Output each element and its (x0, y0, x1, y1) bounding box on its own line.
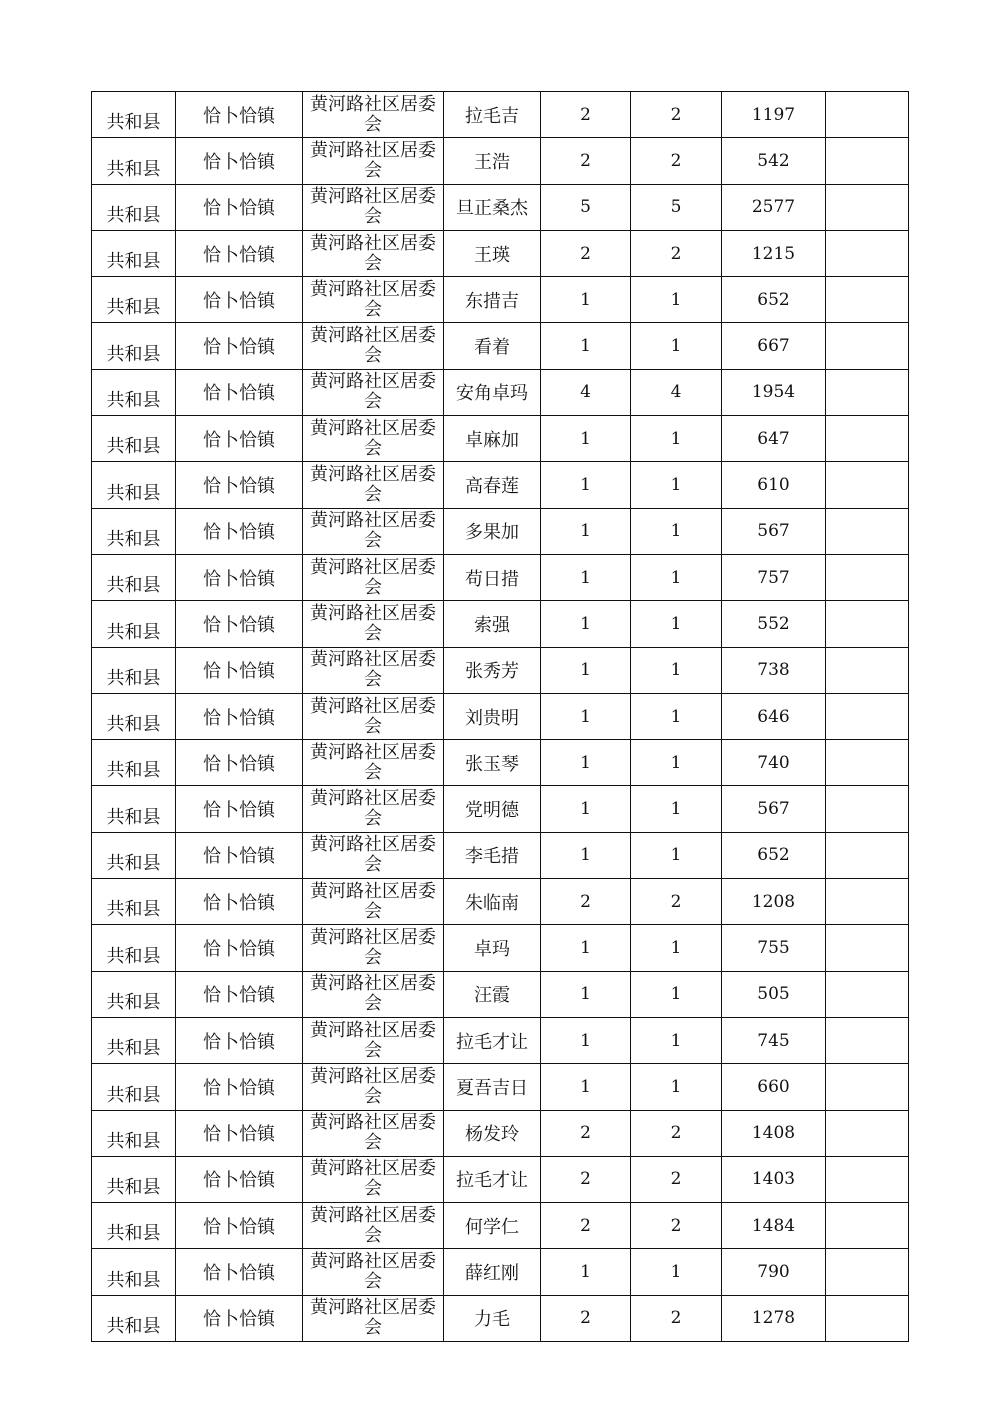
table-row (92, 925, 909, 971)
household-count-cell: 1 (541, 1064, 631, 1110)
amount-cell: 2577 (722, 184, 826, 230)
amount-cell: 542 (722, 138, 826, 184)
town-cell: 恰卜恰镇 (176, 1017, 303, 1063)
table-row (92, 508, 909, 554)
town-cell: 恰卜恰镇 (176, 138, 303, 184)
name-cell: 拉毛才让 (444, 1156, 541, 1202)
household-count-cell: 1 (541, 832, 631, 878)
table-row (92, 740, 909, 786)
amount-cell: 1215 (722, 230, 826, 276)
amount-cell: 1197 (722, 92, 826, 138)
table-row (92, 138, 909, 184)
village-cell: 黄河路社区居委会 (303, 184, 444, 230)
county-cell: 共和县 (92, 369, 176, 415)
village-cell: 黄河路社区居委会 (303, 832, 444, 878)
village-cell: 黄河路社区居委会 (303, 554, 444, 600)
amount-cell: 745 (722, 1017, 826, 1063)
name-cell: 高春莲 (444, 462, 541, 508)
household-count-cell: 1 (541, 1249, 631, 1295)
name-cell: 夏吾吉日 (444, 1064, 541, 1110)
person-count-cell: 4 (631, 369, 722, 415)
amount-cell: 505 (722, 971, 826, 1017)
person-count-cell: 1 (631, 508, 722, 554)
table-row (92, 601, 909, 647)
county-cell: 共和县 (92, 647, 176, 693)
town-cell: 恰卜恰镇 (176, 693, 303, 739)
town-cell: 恰卜恰镇 (176, 971, 303, 1017)
amount-cell: 567 (722, 508, 826, 554)
county-cell: 共和县 (92, 184, 176, 230)
household-count-cell: 1 (541, 601, 631, 647)
person-count-cell: 1 (631, 1249, 722, 1295)
table-row (92, 277, 909, 323)
name-cell: 看着 (444, 323, 541, 369)
person-count-cell: 1 (631, 786, 722, 832)
county-cell: 共和县 (92, 1295, 176, 1341)
name-cell: 多果加 (444, 508, 541, 554)
household-count-cell: 1 (541, 554, 631, 600)
note-cell (826, 508, 909, 554)
name-cell: 刘贵明 (444, 693, 541, 739)
household-count-cell: 1 (541, 462, 631, 508)
name-cell: 王浩 (444, 138, 541, 184)
person-count-cell: 1 (631, 554, 722, 600)
household-count-cell: 2 (541, 1156, 631, 1202)
household-count-cell: 1 (541, 647, 631, 693)
household-count-cell: 2 (541, 230, 631, 276)
county-cell: 共和县 (92, 277, 176, 323)
town-cell: 恰卜恰镇 (176, 416, 303, 462)
village-cell: 黄河路社区居委会 (303, 462, 444, 508)
county-cell: 共和县 (92, 1110, 176, 1156)
person-count-cell: 1 (631, 971, 722, 1017)
town-cell: 恰卜恰镇 (176, 601, 303, 647)
village-cell: 黄河路社区居委会 (303, 693, 444, 739)
note-cell (826, 740, 909, 786)
note-cell (826, 277, 909, 323)
amount-cell: 738 (722, 647, 826, 693)
town-cell: 恰卜恰镇 (176, 462, 303, 508)
town-cell: 恰卜恰镇 (176, 277, 303, 323)
table-row (92, 1017, 909, 1063)
county-cell: 共和县 (92, 1017, 176, 1063)
person-count-cell: 1 (631, 416, 722, 462)
name-cell: 拉毛才让 (444, 1017, 541, 1063)
amount-cell: 652 (722, 832, 826, 878)
village-cell: 黄河路社区居委会 (303, 971, 444, 1017)
village-cell: 黄河路社区居委会 (303, 1064, 444, 1110)
note-cell (826, 1295, 909, 1341)
village-cell: 黄河路社区居委会 (303, 1295, 444, 1341)
household-count-cell: 1 (541, 740, 631, 786)
name-cell: 薛红刚 (444, 1249, 541, 1295)
amount-cell: 646 (722, 693, 826, 739)
name-cell: 党明德 (444, 786, 541, 832)
name-cell: 李毛措 (444, 832, 541, 878)
amount-cell: 667 (722, 323, 826, 369)
village-cell: 黄河路社区居委会 (303, 508, 444, 554)
relief-table (91, 91, 909, 1342)
household-count-cell: 2 (541, 138, 631, 184)
village-cell: 黄河路社区居委会 (303, 879, 444, 925)
household-count-cell: 1 (541, 1017, 631, 1063)
note-cell (826, 971, 909, 1017)
note-cell (826, 832, 909, 878)
village-cell: 黄河路社区居委会 (303, 138, 444, 184)
note-cell (826, 1203, 909, 1249)
table-row (92, 92, 909, 138)
household-count-cell: 1 (541, 323, 631, 369)
name-cell: 张玉琴 (444, 740, 541, 786)
table-row (92, 786, 909, 832)
amount-cell: 1954 (722, 369, 826, 415)
person-count-cell: 1 (631, 740, 722, 786)
person-count-cell: 1 (631, 925, 722, 971)
county-cell: 共和县 (92, 323, 176, 369)
person-count-cell: 1 (631, 277, 722, 323)
note-cell (826, 601, 909, 647)
table-row (92, 1203, 909, 1249)
village-cell: 黄河路社区居委会 (303, 601, 444, 647)
note-cell (826, 647, 909, 693)
county-cell: 共和县 (92, 92, 176, 138)
note-cell (826, 879, 909, 925)
table-row (92, 1110, 909, 1156)
note-cell (826, 323, 909, 369)
note-cell (826, 1110, 909, 1156)
household-count-cell: 2 (541, 92, 631, 138)
name-cell: 王瑛 (444, 230, 541, 276)
county-cell: 共和县 (92, 462, 176, 508)
village-cell: 黄河路社区居委会 (303, 92, 444, 138)
amount-cell: 1403 (722, 1156, 826, 1202)
amount-cell: 1484 (722, 1203, 826, 1249)
village-cell: 黄河路社区居委会 (303, 740, 444, 786)
household-count-cell: 1 (541, 508, 631, 554)
household-count-cell: 1 (541, 925, 631, 971)
county-cell: 共和县 (92, 925, 176, 971)
amount-cell: 755 (722, 925, 826, 971)
county-cell: 共和县 (92, 601, 176, 647)
table-row (92, 184, 909, 230)
person-count-cell: 2 (631, 138, 722, 184)
village-cell: 黄河路社区居委会 (303, 1110, 444, 1156)
village-cell: 黄河路社区居委会 (303, 786, 444, 832)
person-count-cell: 2 (631, 230, 722, 276)
person-count-cell: 5 (631, 184, 722, 230)
name-cell: 苟日措 (444, 554, 541, 600)
table-row (92, 416, 909, 462)
amount-cell: 552 (722, 601, 826, 647)
town-cell: 恰卜恰镇 (176, 1110, 303, 1156)
county-cell: 共和县 (92, 832, 176, 878)
person-count-cell: 1 (631, 693, 722, 739)
note-cell (826, 369, 909, 415)
village-cell: 黄河路社区居委会 (303, 369, 444, 415)
town-cell: 恰卜恰镇 (176, 230, 303, 276)
household-count-cell: 2 (541, 1295, 631, 1341)
town-cell: 恰卜恰镇 (176, 184, 303, 230)
table-row (92, 693, 909, 739)
table-row (92, 1064, 909, 1110)
town-cell: 恰卜恰镇 (176, 740, 303, 786)
household-count-cell: 2 (541, 1110, 631, 1156)
table-row (92, 971, 909, 1017)
table-row (92, 462, 909, 508)
town-cell: 恰卜恰镇 (176, 1064, 303, 1110)
note-cell (826, 1017, 909, 1063)
person-count-cell: 2 (631, 879, 722, 925)
amount-cell: 647 (722, 416, 826, 462)
table-row (92, 554, 909, 600)
person-count-cell: 1 (631, 1017, 722, 1063)
note-cell (826, 138, 909, 184)
county-cell: 共和县 (92, 740, 176, 786)
household-count-cell: 2 (541, 1203, 631, 1249)
name-cell: 杨发玲 (444, 1110, 541, 1156)
town-cell: 恰卜恰镇 (176, 1156, 303, 1202)
person-count-cell: 2 (631, 1156, 722, 1202)
note-cell (826, 1064, 909, 1110)
table-body (92, 92, 909, 1342)
note-cell (826, 462, 909, 508)
town-cell: 恰卜恰镇 (176, 554, 303, 600)
amount-cell: 740 (722, 740, 826, 786)
town-cell: 恰卜恰镇 (176, 1249, 303, 1295)
town-cell: 恰卜恰镇 (176, 925, 303, 971)
name-cell: 何学仁 (444, 1203, 541, 1249)
person-count-cell: 2 (631, 1295, 722, 1341)
village-cell: 黄河路社区居委会 (303, 647, 444, 693)
county-cell: 共和县 (92, 508, 176, 554)
table-row (92, 1156, 909, 1202)
name-cell: 旦正桑杰 (444, 184, 541, 230)
note-cell (826, 416, 909, 462)
county-cell: 共和县 (92, 693, 176, 739)
note-cell (826, 1249, 909, 1295)
table-row (92, 230, 909, 276)
county-cell: 共和县 (92, 1203, 176, 1249)
person-count-cell: 1 (631, 647, 722, 693)
household-count-cell: 1 (541, 277, 631, 323)
village-cell: 黄河路社区居委会 (303, 1249, 444, 1295)
household-count-cell: 1 (541, 416, 631, 462)
county-cell: 共和县 (92, 230, 176, 276)
amount-cell: 567 (722, 786, 826, 832)
household-count-cell: 4 (541, 369, 631, 415)
town-cell: 恰卜恰镇 (176, 92, 303, 138)
village-cell: 黄河路社区居委会 (303, 925, 444, 971)
household-count-cell: 2 (541, 879, 631, 925)
name-cell: 卓玛 (444, 925, 541, 971)
note-cell (826, 786, 909, 832)
town-cell: 恰卜恰镇 (176, 879, 303, 925)
person-count-cell: 1 (631, 323, 722, 369)
amount-cell: 1208 (722, 879, 826, 925)
town-cell: 恰卜恰镇 (176, 508, 303, 554)
name-cell: 力毛 (444, 1295, 541, 1341)
town-cell: 恰卜恰镇 (176, 786, 303, 832)
village-cell: 黄河路社区居委会 (303, 416, 444, 462)
county-cell: 共和县 (92, 879, 176, 925)
note-cell (826, 1156, 909, 1202)
person-count-cell: 2 (631, 1203, 722, 1249)
county-cell: 共和县 (92, 1249, 176, 1295)
table-row (92, 323, 909, 369)
household-count-cell: 1 (541, 786, 631, 832)
person-count-cell: 1 (631, 462, 722, 508)
person-count-cell: 1 (631, 832, 722, 878)
table-row (92, 647, 909, 693)
town-cell: 恰卜恰镇 (176, 647, 303, 693)
household-count-cell: 1 (541, 971, 631, 1017)
name-cell: 拉毛吉 (444, 92, 541, 138)
village-cell: 黄河路社区居委会 (303, 323, 444, 369)
name-cell: 卓麻加 (444, 416, 541, 462)
county-cell: 共和县 (92, 1156, 176, 1202)
village-cell: 黄河路社区居委会 (303, 230, 444, 276)
county-cell: 共和县 (92, 1064, 176, 1110)
amount-cell: 610 (722, 462, 826, 508)
household-count-cell: 5 (541, 184, 631, 230)
note-cell (826, 925, 909, 971)
town-cell: 恰卜恰镇 (176, 369, 303, 415)
name-cell: 索强 (444, 601, 541, 647)
note-cell (826, 92, 909, 138)
amount-cell: 660 (722, 1064, 826, 1110)
table-row (92, 1295, 909, 1341)
village-cell: 黄河路社区居委会 (303, 277, 444, 323)
note-cell (826, 184, 909, 230)
person-count-cell: 1 (631, 601, 722, 647)
note-cell (826, 554, 909, 600)
table-row (92, 369, 909, 415)
name-cell: 张秀芳 (444, 647, 541, 693)
note-cell (826, 230, 909, 276)
note-cell (826, 693, 909, 739)
name-cell: 朱临南 (444, 879, 541, 925)
county-cell: 共和县 (92, 554, 176, 600)
county-cell: 共和县 (92, 971, 176, 1017)
amount-cell: 1408 (722, 1110, 826, 1156)
county-cell: 共和县 (92, 786, 176, 832)
person-count-cell: 1 (631, 1064, 722, 1110)
amount-cell: 757 (722, 554, 826, 600)
town-cell: 恰卜恰镇 (176, 1203, 303, 1249)
table-row (92, 879, 909, 925)
amount-cell: 652 (722, 277, 826, 323)
household-count-cell: 1 (541, 693, 631, 739)
village-cell: 黄河路社区居委会 (303, 1156, 444, 1202)
town-cell: 恰卜恰镇 (176, 832, 303, 878)
name-cell: 东措吉 (444, 277, 541, 323)
amount-cell: 1278 (722, 1295, 826, 1341)
county-cell: 共和县 (92, 138, 176, 184)
person-count-cell: 2 (631, 1110, 722, 1156)
county-cell: 共和县 (92, 416, 176, 462)
table-row (92, 832, 909, 878)
town-cell: 恰卜恰镇 (176, 1295, 303, 1341)
person-count-cell: 2 (631, 92, 722, 138)
name-cell: 汪霞 (444, 971, 541, 1017)
name-cell: 安角卓玛 (444, 369, 541, 415)
town-cell: 恰卜恰镇 (176, 323, 303, 369)
village-cell: 黄河路社区居委会 (303, 1017, 444, 1063)
village-cell: 黄河路社区居委会 (303, 1203, 444, 1249)
table-row (92, 1249, 909, 1295)
amount-cell: 790 (722, 1249, 826, 1295)
